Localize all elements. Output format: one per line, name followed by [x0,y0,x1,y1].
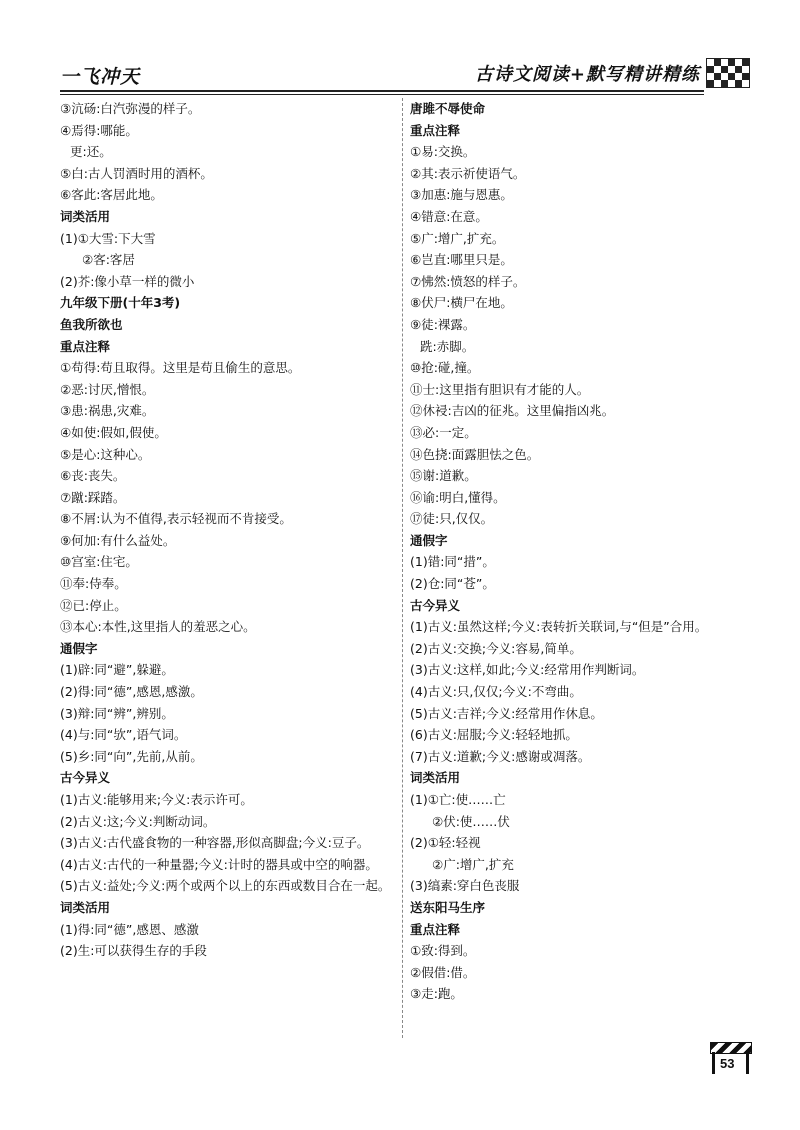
annotation-line: ③患:祸患,灾难。 [60,403,155,419]
annotation-line: ⑩宫室:住宅。 [60,554,138,570]
annotation-line: ②客:客居 [82,252,135,268]
annotation-line: ③加惠:施与恩惠。 [410,187,513,203]
annotation-line: ⑬本心:本性,这里指人的羞恶之心。 [60,619,256,635]
page-header [60,50,750,96]
page-number: 53 [720,1056,735,1071]
annotation-line: (4)古义:古代的一种量器;今义:计时的器具或中空的响器。 [60,856,378,872]
annotation-line: ③走:跑。 [410,986,463,1002]
barrier-post-left [712,1052,715,1074]
section-heading: 词类活用 [410,770,461,786]
annotation-line: (2)生:可以获得生存的手段 [60,943,207,959]
annotation-line: ⑤白:古人罚酒时用的酒杯。 [60,165,213,181]
annotation-line: ⑦蹴:踩踏。 [60,489,126,505]
annotation-line: ⑧伏尸:横尸在地。 [410,295,513,311]
annotation-line: ⑯谕:明白,懂得。 [410,489,506,505]
annotation-line: ②恶:讨厌,憎恨。 [60,381,155,397]
brand-logo-text: 一飞冲天 [60,66,141,88]
section-heading: 鱼我所欲也 [60,316,123,332]
annotation-line: ⑤是心:这种心。 [60,446,151,462]
annotation-line: (3)缟素:穿白色丧服 [410,878,520,894]
annotation-line: ⑬必:一定。 [410,424,477,440]
annotation-line: (1)①大雪:下大雪 [60,230,156,246]
annotation-line: (5)古义:益处;今义:两个或两个以上的东西或数目合在一起。 [60,878,391,894]
annotation-line: (3)辩:同“辨”,辨别。 [60,705,174,721]
section-heading: 重点注释 [410,122,461,138]
right-column [410,98,746,1005]
annotation-line: 跣:赤脚。 [420,338,475,354]
annotation-line: ④焉得:哪能。 [60,122,138,138]
annotation-line: ⑮谢:道歉。 [410,468,477,484]
annotation-line: (3)古义:这样,如此;今义:经常用作判断词。 [410,662,645,678]
annotation-line: (1)①亡:使……亡 [410,792,506,807]
annotation-line: (2)得:同“德”,感恩,感激。 [60,684,203,700]
annotation-line: ⑫休祲:吉凶的征兆。这里偏指凶兆。 [410,403,615,419]
section-heading: 词类活用 [60,899,111,915]
annotation-line: (3)古义:古代盛食物的一种容器,形似高脚盘;今义:豆子。 [60,835,370,851]
annotation-line: (2)仓:同“苍”。 [410,576,495,592]
annotation-line: ⑩抢:碰,撞。 [410,360,480,376]
annotation-line: (2)芥:像小草一样的微小 [60,273,195,289]
column-divider [402,98,403,1038]
annotation-line: ①致:得到。 [410,943,476,959]
annotation-line: (1)得:同“德”,感恩、感激 [60,921,199,937]
section-heading: 重点注释 [60,338,111,354]
annotation-line: (5)古义:吉祥;今义:经常用作休息。 [410,705,603,721]
annotation-line: ①苟得:苟且取得。这里是苟且偷生的意思。 [60,360,301,376]
section-heading: 重点注释 [410,921,461,937]
annotation-line: ⑨何加:有什么益处。 [60,532,176,548]
page-number-badge [708,1040,752,1076]
annotation-line: (5)乡:同“向”,先前,从前。 [60,748,203,764]
annotation-line: ③沆砀:白汽弥漫的样子。 [60,101,201,116]
annotation-line: ⑭色挠:面露胆怯之色。 [410,446,540,462]
annotation-line: ⑦怫然:愤怒的样子。 [410,273,526,289]
header-rule-thin [60,94,704,95]
annotation-line: (2)古义:交换;今义:容易,简单。 [410,640,582,656]
left-column [60,98,396,962]
barrier-post-right [746,1052,749,1074]
annotation-line: ①易:交换。 [410,144,476,160]
annotation-line: (7)古义:道歉;今义:感谢或凋落。 [410,748,591,764]
annotation-line: ⑥客此:客居此地。 [60,187,163,203]
annotation-line: ②伏:使……伏 [432,813,510,829]
annotation-line: (2)①轻:轻视 [410,835,481,851]
annotation-line: ②广:增广,扩充 [432,856,514,872]
annotation-line: ⑤广:增广,扩充。 [410,230,505,246]
annotation-line: 更:还。 [70,144,112,160]
annotation-line: (1)古义:能够用来;今义:表示许可。 [60,792,253,807]
annotation-line: ⑧不屑:认为不值得,表示轻视而不肯接受。 [60,511,292,527]
section-heading: 词类活用 [60,208,111,224]
annotation-line: ④错意:在意。 [410,208,488,224]
annotation-line: (1)错:同“措”。 [410,554,495,570]
section-heading: 古今异义 [60,770,111,786]
annotation-line: ⑪士:这里指有胆识有才能的人。 [410,381,590,397]
annotation-line: ⑨徒:裸露。 [410,316,476,332]
annotation-line: (1)辟:同“避”,躲避。 [60,662,174,678]
annotation-line: (4)古义:只,仅仅;今义:不弯曲。 [410,684,582,700]
annotation-line: ⑥岂直:哪里只是。 [410,252,513,268]
section-heading: 古今异义 [410,597,461,613]
annotation-line: ⑰徒:只,仅仅。 [410,511,494,527]
section-heading: 通假字 [60,640,98,656]
checkered-flag-icon [706,58,750,88]
section-heading: 九年级下册(十年3考) [60,295,181,311]
annotation-line: ⑪奉:侍奉。 [60,576,127,592]
annotation-line: ⑥丧:丧失。 [60,468,126,484]
annotation-line: (1)古义:虽然这样;今义:表转折关联词,与“但是”合用。 [410,619,708,635]
annotation-line: (4)与:同“欤”,语气词。 [60,727,187,743]
annotation-line: ④如使:假如,假使。 [60,424,167,440]
annotation-line: ②其:表示祈使语气。 [410,165,526,181]
section-heading: 通假字 [410,532,448,548]
header-rule [60,90,704,92]
section-heading: 送东阳马生序 [410,899,486,915]
annotation-line: ⑫已:停止。 [60,597,127,613]
section-heading: 唐雎不辱使命 [410,101,486,116]
annotation-line: (2)古义:这;今义:判断动词。 [60,813,216,829]
annotation-line: (6)古义:屈服;今义:轻轻地抓。 [410,727,578,743]
series-title: 古诗文阅读+默写精讲精练 [474,64,700,85]
annotation-line: ②假借:借。 [410,964,476,980]
